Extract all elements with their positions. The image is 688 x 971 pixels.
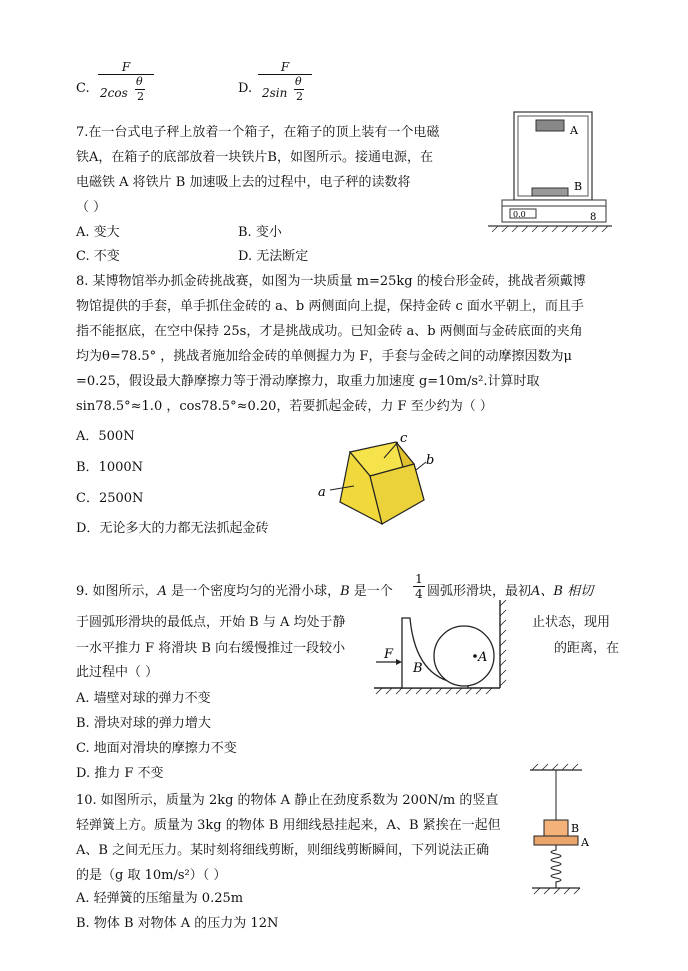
q9-arc-ball-figure: [372, 600, 526, 700]
q7-option-c: C. 不变: [76, 249, 120, 264]
q9-line-2-right: 止状态，现用: [532, 615, 611, 630]
q8-line-1: 8. 某博物馆举办抓金砖挑战赛，如图为一块质量 m=25kg 的棱台形金砖，挑战者须戴博: [76, 274, 586, 289]
q7-ground-hatch: [492, 226, 608, 232]
q7-option-d: D. 无法断定: [238, 249, 309, 264]
q8-label-c: c: [400, 431, 408, 446]
q10-line-2: 轻弹簧上方。质量为 3kg 的物体 B 用细线悬挂起来，A、B 紧挨在一起但: [76, 818, 501, 833]
q6-option-d-label: D.: [238, 81, 253, 96]
q10-option-b: B. 物体 B 对物体 A 的压力为 12N: [76, 916, 279, 931]
q6-option-d-numerator: F: [280, 60, 290, 74]
q9-force-arrowhead: [396, 659, 402, 665]
q9-quarter-fraction: 1 4: [413, 572, 425, 601]
q7-display-text: 0.0: [513, 210, 526, 219]
q9-wall-hatch: [500, 600, 506, 686]
q9-label-f: F: [384, 647, 394, 662]
q9-line-3-left: 一水平推力 F 将滑块 B 向右缓慢推过一段较小: [76, 641, 346, 656]
q6-option-c-numerator: F: [121, 60, 131, 74]
q7-option-b: B. 变小: [238, 225, 282, 240]
q8-leader-b: [416, 462, 426, 470]
q10-ceiling-hatch: [532, 764, 578, 770]
q6-option-d-two: 2: [296, 90, 303, 103]
q9-line-3-right: 的距离，在: [554, 641, 620, 656]
q8-line-2: 物馆提供的手套，单手抓住金砖的 a、b 两侧面向上提，保持金砖 c 面水平朝上，而且手: [76, 299, 584, 314]
q7-line-1: 7.在一台式电子秤上放着一个箱子，在箱子的顶上装有一个电磁: [76, 125, 440, 140]
q7-line-2: 铁A，在箱子的底部放着一块铁片B，如图所示。接通电源，在: [76, 150, 433, 165]
q7-label-a: A: [570, 124, 578, 137]
q7-label-b: B: [574, 180, 583, 193]
q9-option-b: B. 滑块对球的弹力增大: [76, 716, 211, 731]
q6-option-d-theta: θ: [295, 75, 302, 88]
q7-option-a: A. 变大: [76, 225, 120, 240]
q7-iron-plate: [532, 188, 568, 196]
q10-option-a: A. 轻弹簧的压缩量为 0.25m: [76, 891, 244, 906]
q7-scale-mark: 8: [590, 212, 597, 223]
q9-option-a: A. 墙壁对球的弹力不变: [76, 691, 211, 706]
q8-option-c: C．2500N: [76, 491, 144, 506]
q10-line-1: 10. 如图所示，质量为 2kg 的物体 A 静止在劲度系数为 200N/m 的竖直: [76, 793, 499, 808]
q9-line-1: 9. 如图所示，A 是一个密度均匀的光滑小球，B 是一个: [76, 584, 393, 599]
q8-line-3: 指不能抠底，在空中保持 25s，才是挑战成功。已知金砖 a、b 两侧面与金砖底面的夹角: [76, 324, 583, 339]
q10-label-a: A: [581, 836, 589, 849]
q6-option-d-denominator: 2sin: [262, 86, 288, 100]
q8-line-6: sin78.5°≈1.0 ，cos78.5°≈0.20，若要抓起金砖，力 F 至少约为（ ）: [76, 399, 493, 414]
q6-option-d-fraction: [258, 60, 312, 75]
q6-option-c-denominator: 2cos: [100, 86, 128, 100]
q7-scale-pan: [502, 200, 606, 206]
q8-label-a: a: [318, 485, 326, 500]
q6-option-c-fraction: [98, 60, 154, 75]
q10-block-b: [544, 820, 568, 836]
q9-ball-center: [473, 654, 477, 658]
q7-line-4: （ ）: [76, 200, 107, 215]
q10-line-4: 的是（g 取 10m/s²）（ ）: [76, 868, 227, 883]
q10-block-a: [534, 836, 578, 845]
q10-line-3: A、B 之间无压力。某时刻将细线剪断，则细线剪断瞬间，下列说法正确: [76, 843, 490, 858]
q8-line-5: =0.25，假设最大静摩擦力等于滑动摩擦力，取重力加速度 g=10m/s².计算时取: [76, 374, 540, 389]
q9-line-4: 此过程中（ ）: [76, 665, 159, 680]
q6-option-c-theta: θ: [136, 75, 143, 88]
q8-option-d: D．无论多大的力都无法抓起金砖: [76, 521, 269, 536]
q9-ground-hatch: [376, 688, 492, 694]
q10-floor-hatch: [534, 888, 580, 894]
q7-electromagnet: [536, 120, 564, 131]
q9-label-a: A: [478, 650, 488, 665]
q9-option-c: C. 地面对滑块的摩擦力不变: [76, 741, 237, 756]
q7-scale-figure: [488, 108, 612, 236]
q7-line-3: 电磁铁 A 将铁片 B 加速吸上去的过程中，电子秤的读数将: [76, 175, 411, 190]
q9-label-b: B: [413, 661, 423, 676]
q8-option-a: A．500N: [76, 429, 135, 444]
q10-spring: [551, 845, 561, 888]
q8-line-4: 均为θ=78.5° ，挑战者施加给金砖的单侧握力为 F，手套与金砖之间的动摩擦因数为μ: [76, 349, 572, 364]
q9-option-d: D. 推力 F 不变: [76, 766, 164, 781]
q9-line-1-tail: 圆弧形滑块，最初A、B 相切: [427, 584, 594, 599]
q8-label-b: b: [426, 453, 435, 468]
q8-gold-brick-figure: [312, 428, 444, 534]
q6-option-c-label: C.: [76, 81, 90, 96]
q9-line-2-left: 于圆弧形滑块的最低点，开始 B 与 A 均处于静: [76, 615, 346, 630]
q6-option-c-two: 2: [137, 90, 144, 103]
q10-label-b: B: [571, 822, 580, 835]
q8-option-b: B．1000N: [76, 460, 144, 475]
q10-spring-figure: [524, 762, 594, 902]
